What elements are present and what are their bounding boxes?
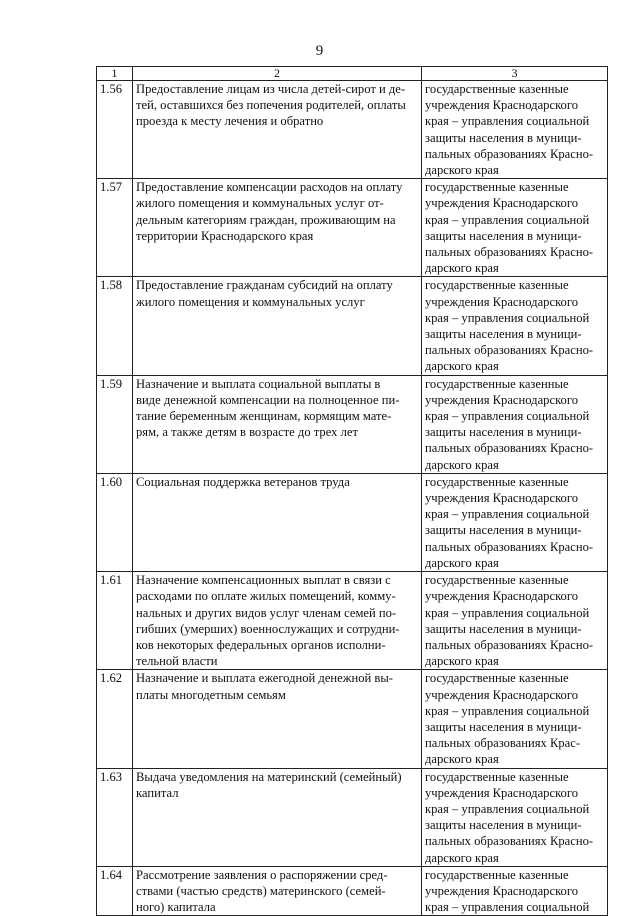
service-name bbox=[133, 277, 422, 375]
agency-name bbox=[422, 866, 608, 916]
services-table bbox=[96, 66, 608, 916]
row-number: 1.59 bbox=[97, 375, 133, 473]
service-text: Выдача уведомления на материнский (семейный) капитал bbox=[136, 769, 402, 800]
table-row bbox=[97, 866, 608, 916]
table-header-row bbox=[97, 67, 608, 81]
column-header-agency: 3 bbox=[422, 67, 608, 81]
agency-text: государственные казенные учреждения Краснодарского края – управления социальной защиты населения в муници- пальных образованиях Красно- дарского края bbox=[425, 376, 594, 472]
agency-text: государственные казенные учреждения Краснодарского края – управления социальной bbox=[425, 867, 590, 915]
table-row bbox=[97, 81, 608, 179]
agency-text: государственные казенные учреждения Краснодарского края – управления социальной защиты населения в муници- пальных образованиях Красно- дарского края bbox=[425, 573, 594, 669]
agency-text: государственные казенные учреждения Краснодарского края – управления социальной защиты населения в муници- пальных образованиях Красно- дарского края bbox=[425, 278, 594, 374]
table-row bbox=[97, 768, 608, 866]
service-name bbox=[133, 866, 422, 916]
agency-name bbox=[422, 375, 608, 473]
agency-name bbox=[422, 277, 608, 375]
agency-text: государственные казенные учреждения Краснодарского края – управления социальной защиты населения в муници- пальных образованиях Красно- дарского края bbox=[425, 180, 594, 276]
table-row bbox=[97, 572, 608, 670]
row-number: 1.60 bbox=[97, 473, 133, 571]
page-number: 9 bbox=[315, 43, 324, 59]
table-row bbox=[97, 277, 608, 375]
row-number: 1.62 bbox=[97, 670, 133, 768]
service-name bbox=[133, 179, 422, 277]
column-header-number: 1 bbox=[97, 67, 133, 81]
service-name bbox=[133, 670, 422, 768]
row-number: 1.56 bbox=[97, 81, 133, 179]
agency-text: государственные казенные учреждения Краснодарского края – управления социальной защиты населения в муници- пальных образованиях Красно- дарского края bbox=[425, 82, 594, 178]
service-text: Предоставление компенсации расходов на оплату жилого помещения и коммунальных услуг от- дельным категориям граждан, проживающим на территории Краснодарского края bbox=[136, 180, 403, 243]
table-row bbox=[97, 670, 608, 768]
service-text: Назначение и выплата социальной выплаты в виде денежной компенсации на полноценное пи- тание беременным женщинам, кормящим матe- рям, а также детям в возрасте до трех лет bbox=[136, 376, 400, 440]
agency-text: государственные казенные учреждения Краснодарского края – управления социальной защиты населения в муници- пальных образованиях Крас- дарского края bbox=[425, 671, 590, 767]
row-number: 1.57 bbox=[97, 179, 133, 277]
service-text: Назначение и выплата ежегодной денежной вы- платы многодетным семьям bbox=[136, 671, 393, 702]
service-text: Предоставление лицам из числа детей-сирот и де- тей, оставшихся без попечения родителей, оплаты проезда к месту лечения и обратно bbox=[136, 82, 406, 129]
service-text: Назначение компенсационных выплат в связи с расходами по оплате жилых помещений, комму- нальных и других видов услуг членам семей по- гибших (умерших) военнослужащих и сотрудни- ков некоторых федеральных органов исполни- тельной власти bbox=[136, 573, 400, 669]
service-name bbox=[133, 473, 422, 571]
row-number: 1.63 bbox=[97, 768, 133, 866]
row-number: 1.61 bbox=[97, 572, 133, 670]
service-name bbox=[133, 375, 422, 473]
row-number: 1.64 bbox=[97, 866, 133, 916]
agency-name bbox=[422, 179, 608, 277]
service-name bbox=[133, 768, 422, 866]
agency-text: государственные казенные учреждения Краснодарского края – управления социальной защиты населения в муници- пальных образованиях Красно- дарского края bbox=[425, 474, 594, 570]
agency-text: государственные казенные учреждения Краснодарского края – управления социальной защиты населения в муници- пальных образованиях Красно- дарского края bbox=[425, 769, 594, 865]
agency-name bbox=[422, 473, 608, 571]
service-text: Предоставление гражданам субсидий на оплату жилого помещения и коммунальных услуг bbox=[136, 278, 393, 309]
table-row bbox=[97, 375, 608, 473]
agency-name bbox=[422, 670, 608, 768]
service-name bbox=[133, 81, 422, 179]
agency-name bbox=[422, 572, 608, 670]
service-text: Рассмотрение заявления о распоряжении сред- ствами (частью средств) материнского (семей- ного) капитала bbox=[136, 867, 388, 915]
agency-name bbox=[422, 81, 608, 179]
service-text: Социальная поддержка ветеранов труда bbox=[136, 474, 350, 489]
table-row bbox=[97, 473, 608, 571]
service-name bbox=[133, 572, 422, 670]
column-header-service: 2 bbox=[133, 67, 422, 81]
table-row bbox=[97, 179, 608, 277]
row-number: 1.58 bbox=[97, 277, 133, 375]
agency-name bbox=[422, 768, 608, 866]
